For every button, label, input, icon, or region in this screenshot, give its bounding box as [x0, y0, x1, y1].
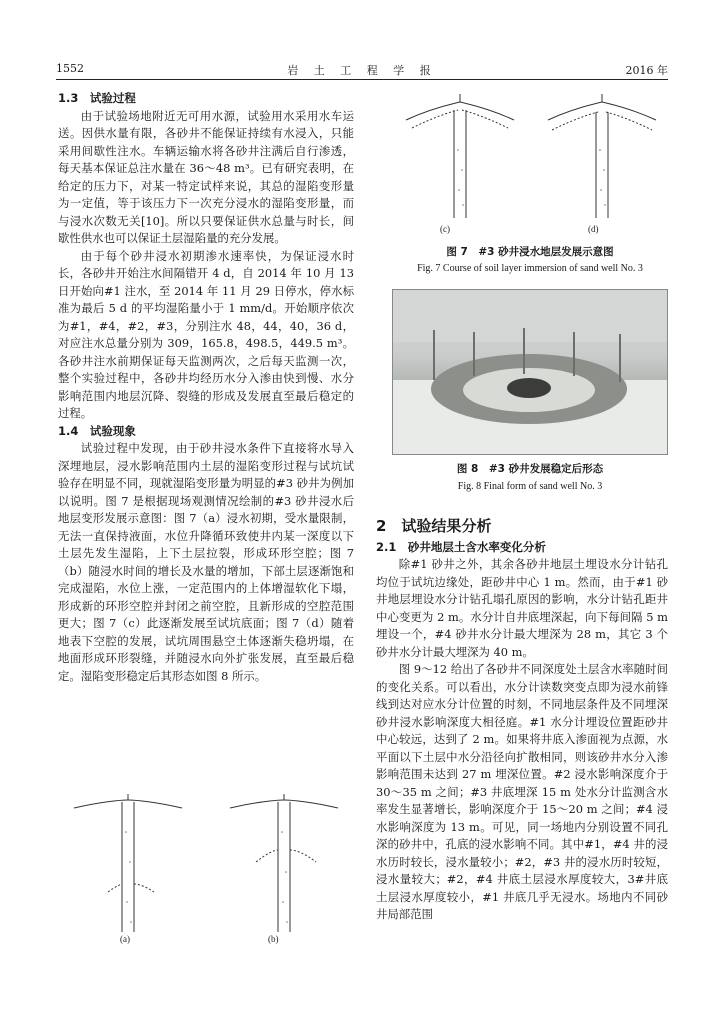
photo-pole	[473, 332, 475, 376]
photo-pole	[523, 328, 525, 374]
figure-7-caption-zh: 图 7 #3 砂井浸水地层发展示意图	[446, 246, 614, 258]
paragraph: 除#1 砂井之外，其余各砂井地层土埋设水分计钻孔均位于试坑边缘处，距砂井中心 1 m。然而，由于#1 砂井地层埋设水分计钻孔塌孔原因的影响，水分计钻孔距井中心变更为 2 m。水分计自井底埋深起，向下每间隔 5 m 埋设一个，#4 砂井水分计最大埋深为 28 m，其它 3 个砂井水分计最大埋深为 40 m。	[376, 557, 668, 659]
right-column	[376, 518, 668, 924]
photo-well-hole	[507, 378, 551, 398]
section-1-4-title: 1.4 试验现象	[58, 423, 136, 438]
paragraph: 图 9～12 给出了各砂井不同深度处土层含水率随时间的变化关系。可以看出，水分计读数突变点即为浸水前锋线到达对应水分计位置的时刻，不同地层条件及不同埋深砂井浸水影响深度大相径庭。#1 水分计埋设位置距砂井中心较远，达到了 2 m。如果将井底入渗面视为点源，水平面以下土层中水分沿径向扩散相同，则该砂井水分入渗影响范围未达到 27 m 埋深位置。#2 浸水影响深度介于 30～35 m 之间；#3 井底埋深 15 m 处水分计监测含水率发生显著增长，影响深度介于 15～20 m 之间；#4 浸水影响深度为 13 m。可见，同一场地内分别设置不同孔深的砂井中，孔底的浸水影响不同。其中#1，#4 井的浸水历时较长，浸水量较小；#2，#3 井的浸水历时较短，浸水量较大；#2，#4 井底土层浸水厚度较大，3#井底土层浸水厚度较小，#1 井底几乎无浸水。场地内不同砂井局部范围	[376, 662, 668, 921]
section-1-3-title: 1.3 试验过程	[58, 91, 136, 105]
paragraph: 试验过程中发现，由于砂井浸水条件下直接将水导入深埋地层，浸水影响范围内土层的湿陷变形过程与试坑试验存在明显不同，现就湿陷变形量为明显的#3 砂井为例加以说明。图 7 是根据现场观测情况绘制的#3 砂井浸水后地层变形发展示意图：图 7（a）浸水初期，受水量限制，无法一直保持液面，水位升降循环致使井内某一深度以下土层先发生湿陷，上下土层拉裂，形成环形空腔；图 7（b）随浸水时间的增长及水量的增加，下部土层逐渐饱和完成湿陷，水位上涨，一定范围内的上体增湿软化下塌，形成新的环形空腔并封闭之前空腔，且新形成的空腔范围更大；图 7（c）此逐渐发展至试坑底面；图 7（d）随着地表下空腔的发展，试坑周围悬空土体逐渐失稳坍塌，在地面形成环形裂缝，并随浸水向外扩张发展，直至最后稳定。湿陷变形稳定后其形态如图 8 所示。	[58, 441, 354, 683]
photo-pole	[433, 330, 435, 380]
figure-8-caption-en: Fig. 8 Final form of sand well No. 3	[457, 481, 603, 492]
page-number: 1552	[56, 62, 84, 75]
running-header	[56, 62, 668, 78]
figure-8-caption-zh: 图 8 #3 砂井发展稳定后形态	[456, 463, 604, 475]
figure-8-photo	[392, 289, 668, 455]
fig7-label-d: (d)	[588, 224, 599, 234]
section-2-1-title: 2.1 砂井地层土含水率变化分析	[376, 539, 546, 554]
paragraph: 由于每个砂井浸水初期渗水速率快，为保证浸水时长，各砂井开始注水间隔错开 4 d，自 2014 年 10 月 13 日开始向#1 注水，至 2014 年 11 月 29 日停水，停水标准为最后 5 d 的平均湿陷量小于 1 mm/d。开始顺序依次为#1，#4，#2，#3，分别注水 48，44，40，36 d，对应注水总量分别为 309，165.8，498.5，449.5 m³。各砂井注水前期保证每天监测两次，之后每天监测一次，整个实验过程中，各砂井均经历水分入渗由快到慢、水分影响范围内地层沉降、裂缝的形成及发展直至最后稳定的过程。	[58, 248, 354, 420]
fig7-label-b: (b)	[268, 934, 279, 944]
fig7-label-a: (a)	[120, 934, 130, 944]
section-2-title: 2 试验结果分析	[376, 517, 492, 535]
figure-7-ab	[60, 792, 352, 952]
left-column	[58, 90, 354, 685]
journal-year: 2016 年	[625, 64, 668, 77]
figure-7-caption-en: Fig. 7 Course of soil layer immersion of sand well No. 3	[417, 263, 643, 274]
fig7-label-c: (c)	[440, 224, 450, 234]
journal-name: 岩 土 工 程 学 报	[287, 64, 437, 77]
header-rule	[56, 79, 668, 80]
photo-pole	[573, 332, 575, 376]
paragraph: 由于试验场地附近无可用水源，试验用水采用水车运送。因供水量有限，各砂井不能保证持续有水浸入，只能采用间歇性注水。车辆运输水将各砂井注满后自行渗透，每天基本保证总注水量在 36～48 m³。已有研究表明，在给定的压力下，对某一特定试样来说，其总的湿陷变形量为一定值，等于该压力下一次充分浸水的湿陷变形量，而与浸水次数无关[10]。所以只要保证供水总量与时长，间歇性供水也可以保证土层湿陷量的充分发展。	[58, 108, 354, 245]
photo-pole	[619, 334, 621, 382]
figure-7-cd	[392, 90, 668, 240]
